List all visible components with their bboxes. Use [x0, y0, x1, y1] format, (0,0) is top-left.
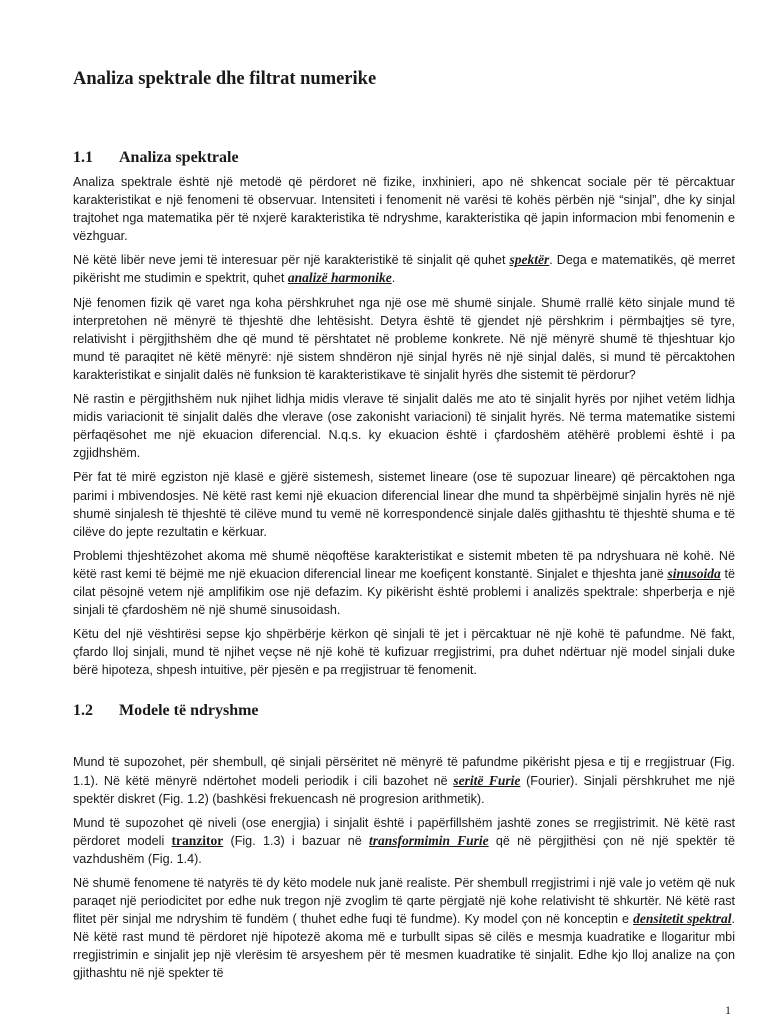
text-run: Mund të supozohet, për shembull, që sinjali përsëritet në mënyrë të pafundme pikërisht pjesa e tij e rregjistruar (Fig. 1.1). Në këtë mënyrë ndërtohet modeli periodik i cili bazohet në: [73, 755, 735, 788]
section-heading: [73, 701, 735, 721]
paragraph: Një fenomen fizik që varet nga koha përshkruhet nga një ose më shumë sinjale. Shumë rrallë këto sinjale mund të interpretohen në mënyrë të thjeshtë dhe lehtësisht. Detyra është të gjendet një përshkrim i përmbajtjes së tyre, relativisht i përgjithshëm dhe që mund të përshtatet në probleme konkrete. Në një mënyrë shumë të thjeshtuar kjo mund të paraqitet në këtë mënyrë: një sistem shndëron një sinjal hyrës në një sinjal dalës, si mund të përcaktohen karakteristikat e sinjalit dalës në funksion të karakteristikave të sinjalit hyrës dhe sistemit të përdorur?: [73, 295, 735, 382]
paragraph: Në rastin e përgjithshëm nuk njihet lidhja midis vlerave të sinjalit dalës me ato të sinjalit hyrës por njihet vetëm lidhja midis variacionit të sinjalit dalës dhe vlerave (ose zakonisht variacioni) të sinjalit hyrës. Në terma matematike sistemi përfaqësohet me një ekuacion diferencial. N.q.s. ky ekuacion është i çfardoshëm atëhërë problemi është i pa zgjidhshëm.: [73, 392, 735, 461]
text-run: Mund të supozohet që niveli (ose energjia) i sinjalit është i papërfillshëm jashtë zones se rregjistrimit. Në këtë rast përdoret modeli: [73, 815, 735, 848]
text-run: Në këtë libër neve jemi të interesuar për një karakteristikë të sinjalit që quhet: [73, 253, 510, 268]
paragraph: [73, 547, 735, 619]
keyword-densitetit-spektral: densitetit spektral: [633, 911, 732, 927]
section-1-2: [73, 701, 735, 982]
text-run: (Fig. 1.3) i bazuar në: [223, 833, 369, 848]
section-number: 1.1: [73, 149, 93, 166]
section-number: 1.2: [73, 702, 93, 720]
text-run: Problemi thjeshtëzohet akoma më shumë nëqoftëse karakteristikat e sistemit mbeten të pa ndryshuara në kohë. Në këtë rast kemi të bëjmë me një ekuacion diferencial linear me koefiçent konstantë. Sinjalet e thjeshta janë: [73, 548, 735, 581]
paragraph: [73, 814, 735, 868]
paragraph: [73, 874, 735, 983]
keyword-tranzitor: tranzitor: [171, 832, 224, 848]
keyword-sinusoida: sinusoida: [667, 565, 721, 581]
keyword-spekter: spektër: [509, 252, 550, 268]
keyword-analize-harmonike: analizë harmonike: [287, 270, 392, 286]
keyword-serite-furie: seritë Furie: [453, 772, 521, 788]
page-number: 1: [725, 1003, 731, 1017]
text-run: (Fourier). Sinjali përshkruhet me një spektër diskret (Fig. 1.2) (bashkësi frekuencash në progresion arithmetik).: [73, 773, 735, 806]
section-heading: [73, 148, 735, 168]
text-run: . Dega e matematikës, që merret pikërisht me studimin e spektrit, quhet: [73, 253, 735, 286]
section-title: Modele të ndryshme: [119, 702, 259, 720]
paragraph: Analiza spektrale është një metodë që përdoret në fizike, inxhinieri, apo në shkencat sociale për të përcaktuar karakteristikat e një fenomeni të observuar. Intensiteti i fenomenit në varësi të kohës përbën një “sinjal”, dhe ky sinjal trajtohet nga matematika për të nxjerë karakteristika të ndryshme, karakteristika që japin informacion mbi fenomenin e vëzhguar.: [73, 175, 735, 244]
section-title: Analiza spektrale: [119, 149, 239, 166]
paragraph: Për fat të mirë egziston një klasë e gjërë sistemesh, sistemet lineare (ose të supozuar lineare) që përcaktohen nga parimi i mbivendosjes. Në këtë rast kemi një ekuacion diferencial linear dhe mund ta shpërbëjmë sinjalin hyrës në një shumë sinjalesh të thjeshtë të cilëve mund tu vemë në korrespondencë sinjale dalës gjithashtu të thjeshtë shuma e të cilëve do jepte rezultatin e kërkuar.: [73, 470, 735, 539]
text-run: që në përgjithësi çon në një spektër të vazhdushëm (Fig. 1.4).: [73, 833, 735, 866]
paragraph: Këtu del një vështirësi sepse kjo shpërbërje kërkon që sinjali të jet i përcaktuar në një kohë të pafundme. Në fakt, çfardo lloj sinjali, mund të njihet veçse në një kohë të kufizuar rregjistrimi, pra duhet ndërtuar një model sinjali duke bërë hipoteza, shpesh intuitive, për pjesën e pa rregjistruar të fenomenit.: [73, 627, 735, 678]
text-run: . Në këtë rast mund të përdoret një hipotezë akoma më e turbullt sipas së cilës e mesmja kuadratike e llogaritur mbi rregjistrimin e sinjalit jep një vlerësim të arsyeshem për të mesmen kuadratike të sinjalit. Edhe kjo lloj analize na çon gjithashtu në një spekter të: [73, 912, 736, 981]
paragraph: [73, 251, 735, 287]
keyword-transformimin-furie: transformimin Furie: [368, 832, 489, 848]
text-run: .: [391, 271, 396, 286]
section-1-1: [73, 148, 735, 679]
text-run: të cilat pësojnë vetem një amplifikim ose një defazim. Ky pikërisht është problemi i analizës spektrale: shperberja e një sinjali të çfardoshëm në një shumë sinusoidash.: [73, 566, 735, 618]
paragraph: [73, 753, 735, 807]
text-run: Në shumë fenomene të natyrës të dy këto modele nuk janë realiste. Për shembull rregjistrimi i një vale jo vetëm që nuk paraqet një periodicitet por edhe nuk tregon një zvoglim të qarte përgjatë një kohe relativisht të shkurtër. Në këtë rast flitet për sinjal me ndryshim të fundëm ( thuhet edhe fuqi të fundme). Ky model çon në konceptin e: [73, 876, 735, 927]
document-title: Analiza spektrale dhe filtrat numerike: [73, 69, 377, 89]
